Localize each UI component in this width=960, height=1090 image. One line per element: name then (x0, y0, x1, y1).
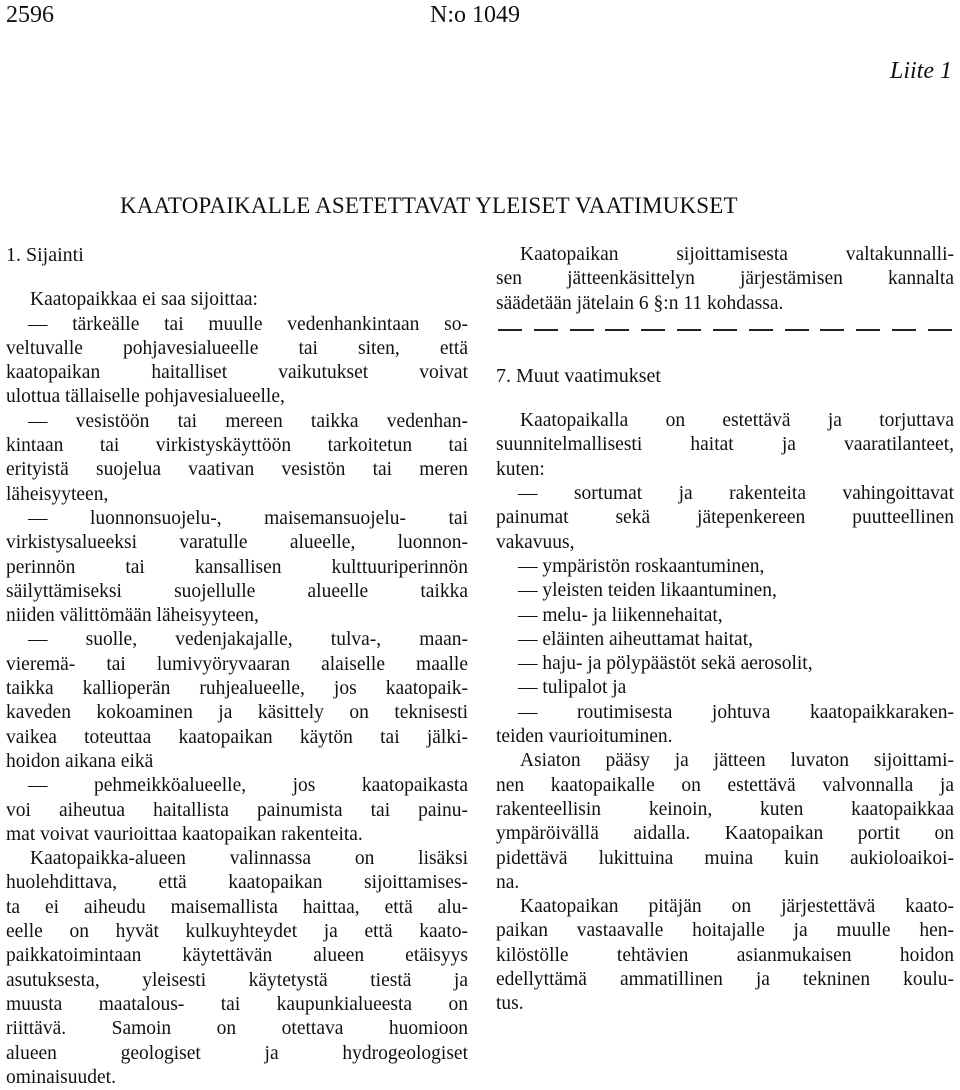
text-line: — eläinten aiheuttamat haitat, (518, 628, 753, 650)
text-line: alueen geologiset ja hydrogeologiset (6, 1042, 468, 1064)
text-line: Kaatopaikan pitäjän on järjestettävä kaato- (520, 896, 954, 918)
document-title: KAATOPAIKALLE ASETETTAVAT YLEISET VAATIMUKSET (120, 193, 738, 218)
text-line: teiden vaurioituminen. (496, 726, 673, 748)
text-line: Kaatopaikalla on estettävä ja torjuttava (520, 410, 954, 432)
text-line: veltuvalle pohjavesialueelle tai siten, että (6, 337, 468, 359)
text-line: kaatopaikan haitalliset vaikutukset voivat (6, 362, 468, 384)
text-line: säilyttämiseksi suojellulle alueelle taikka (6, 580, 468, 602)
text-line: taikka kallioperän ruhjealueelle, jos kaatopaik- (6, 678, 468, 700)
text-line: suunnitelmallisesti haitat ja vaaratilanteet, (496, 434, 954, 456)
text-line: ta ei aiheudu maisemallista haittaa, että alu- (6, 896, 468, 918)
text-line: ulottua tällaiselle pohjavesialueelle, (6, 386, 285, 408)
text-line: erityistä suojelua vaativan vesistön tai meren (6, 459, 468, 481)
text-line: riittävä. Samoin on otettava huomioon (6, 1018, 468, 1040)
text-line: — yleisten teiden likaantuminen, (518, 580, 777, 602)
text-line: säädetään jätelain 6 §:n 11 kohdassa. (496, 292, 784, 314)
text-line: eelle on hyvät kulkuyhteydet ja että kaato- (6, 921, 468, 943)
text-line: — pehmeikköalueelle, jos kaatopaikasta (28, 775, 468, 797)
text-line: vaikea toteuttaa kaatopaikan käytön tai jälki- (6, 726, 468, 748)
text-line: asutuksesta, yleisesti käytetystä tiestä ja (6, 969, 468, 991)
text-line: läheisyyteen, (6, 483, 109, 505)
text-line: edellyttämä ammatillinen ja tekninen koulu- (496, 969, 954, 991)
issue-number: N:o 1049 (430, 2, 520, 28)
text-line: mat voivat vaurioittaa kaatopaikan rakenteita. (6, 823, 363, 845)
text-line: — melu- ja liikennehaitat, (518, 604, 723, 626)
text-line: na. (496, 871, 520, 893)
text-line: Asiaton pääsy ja jätteen luvaton sijoittami- (520, 750, 954, 772)
text-line: — tärkeälle tai muulle vedenhankintaan so- (28, 313, 468, 335)
text-line: sen jätteenkäsittelyn järjestämisen kannalta (496, 268, 954, 290)
text-line: muusta maatalous- tai kaupunkialueesta on (6, 993, 468, 1015)
text-line: — tulipalot ja (518, 677, 627, 699)
omission-dash-line (496, 318, 954, 342)
page-number: 2596 (6, 2, 54, 28)
appendix-label: Liite 1 (889, 58, 952, 84)
text-line: paikan vastaavalle hoitajalle ja muulle hen- (496, 920, 954, 942)
text-line: Kaatopaikan sijoittamisesta valtakunnalli- (520, 244, 954, 265)
text-line: — haju- ja pölypäästöt sekä aerosolit, (518, 653, 813, 675)
text-line: kaveden kokoaminen ja käsittely on teknisesti (6, 702, 468, 724)
text-line: — routimisesta johtuva kaatopaikkaraken- (518, 701, 954, 723)
text-line: ympäröivällä aidalla. Kaatopaikan portit on (496, 823, 954, 845)
right-column (496, 243, 954, 1017)
text-line: paikkatoimintaan käytettävän alueen etäisyys (6, 945, 468, 967)
text-line: tus. (496, 993, 524, 1015)
text-line: niiden välittömään läheisyyteen, (6, 605, 259, 627)
section-heading-other-requirements: 7. Muut vaatimukset (496, 364, 661, 387)
text-line: ominaisuudet. (6, 1066, 116, 1088)
text-line: hoidon aikana eikä (6, 750, 154, 772)
text-line: kilöstölle tehtävien asianmukaisen hoidon (496, 944, 954, 966)
text-line: rakenteellisin keinoin, kuten kaatopaikkaa (496, 798, 954, 820)
text-line: perinnön tai kansallisen kulttuuriperinnön (6, 556, 468, 578)
text-line: nen kaatopaikalle on estettävä valvonnalla ja (496, 774, 954, 796)
text-line: — suolle, vedenjakajalle, tulva-, maan- (28, 629, 468, 651)
text-line: — luonnonsuojelu-, maisemansuojelu- tai (28, 507, 468, 529)
text-line: kuten: (496, 458, 545, 480)
text-line: voi aiheutua haitallista painumista tai painu- (6, 799, 468, 821)
text-line: — ympäristön roskaantuminen, (518, 555, 765, 577)
left-column (6, 243, 468, 1090)
text-line: vakavuus, (496, 531, 575, 553)
text-line: huolehdittava, että kaatopaikan sijoittamises- (6, 872, 468, 894)
text-line: virkistysalueeksi varatulle alueelle, luonnon- (6, 532, 468, 554)
text-line: — sortumat ja rakenteita vahingoittavat (518, 483, 954, 505)
text-line: Kaatopaikka-alueen valinnassa on lisäksi (30, 848, 468, 870)
text-line: vieremä- tai lumivyöryvaaran alaiselle maalle (6, 653, 468, 675)
section-heading-location: 1. Sijainti (6, 244, 84, 266)
text-line: — vesistöön tai mereen taikka vedenhan- (28, 410, 468, 432)
text-line: painumat sekä jätepenkereen puutteellinen (496, 507, 954, 529)
text-line: Kaatopaikkaa ei saa sijoittaa: (30, 289, 258, 311)
text-line: kintaan tai virkistyskäyttöön tarkoitetun tai (6, 435, 468, 457)
text-line: pidettävä lukittuina muina kuin aukioloaikoi- (496, 847, 954, 869)
